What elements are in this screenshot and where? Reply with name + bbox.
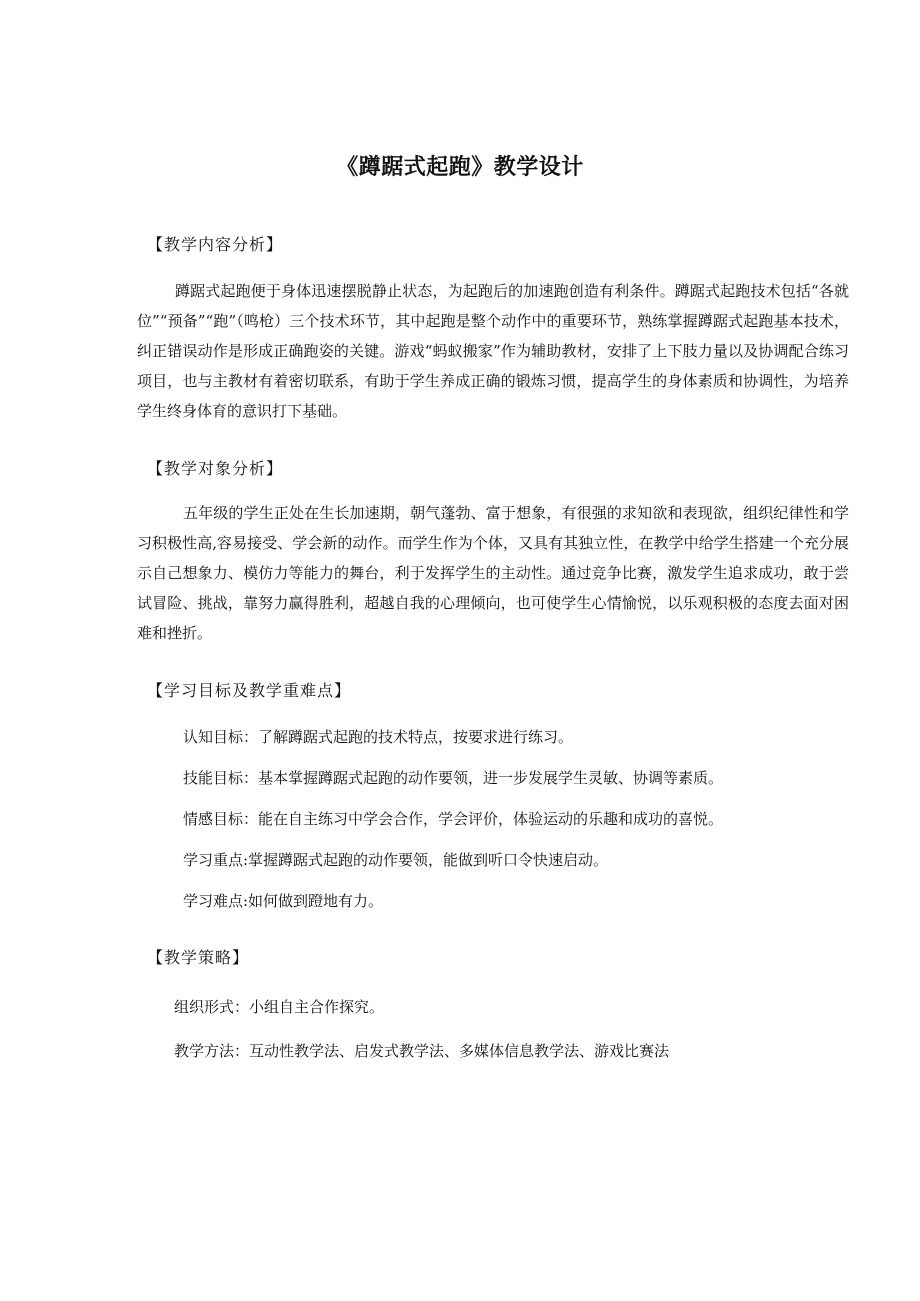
goal-item-key-point: 学习重点:掌握蹲踞式起跑的动作要领，能做到听口令快速启动。 xyxy=(183,851,609,869)
goal-item-difficulty: 学习难点:如何做到蹬地有力。 xyxy=(183,892,384,910)
paragraph-content-analysis: 蹲踞式起跑便于身体迅速摆脱静止状态，为起跑后的加速跑创造有利条件。蹲踞式起跑技术包括“各就位”“预备”“跑”（鸣枪）三个技术环节，其中起跑是整个动作中的重要环节，熟练掌握蹲踞式起跑基本技术，纠正错误动作是形成正确跑姿的关键。游戏“蚂蚁搬家”作为辅助教材，安排了上下肢力量以及协调配合练习项目，也与主教材有着密切联系，有助于学生养成正确的锻炼习惯，提高学生的身体素质和协调性，为培养学生终身体育的意识打下基础。 xyxy=(137,282,849,420)
goal-item-cognitive: 认知目标：了解蹲踞式起跑的技术特点，按要求进行练习。 xyxy=(183,728,574,746)
strategy-item-organization: 组织形式：小组自主合作探究。 xyxy=(174,998,385,1016)
heading-content-analysis: 【教学内容分析】 xyxy=(147,235,284,254)
strategy-item-methods: 教学方法：互动性教学法、启发式教学法、多媒体信息教学法、游戏比赛法 xyxy=(174,1042,670,1060)
goal-item-skill: 技能目标：基本掌握蹲踞式起跑的动作要领，进一步发展学生灵敏、协调等素质。 xyxy=(183,769,724,787)
heading-teaching-strategy: 【教学策略】 xyxy=(147,948,250,967)
heading-learning-goals: 【学习目标及教学重难点】 xyxy=(147,681,352,700)
goal-item-affective: 情感目标：能在自主练习中学会合作，学会评价，体验运动的乐趣和成功的喜悦。 xyxy=(183,810,724,828)
heading-audience-analysis: 【教学对象分析】 xyxy=(147,459,284,478)
document-title: 《蹲踞式起跑》教学设计 xyxy=(336,155,584,180)
paragraph-audience-analysis: 五年级的学生正处在生长加速期，朝气蓬勃、富于想象，有很强的求知欲和表现欲，组织纪律性和学习积极性高,容易接受、学会新的动作。而学生作为个体，又具有其独立性，在教学中给学生搭建一个充分展示自己想象力、模仿力等能力的舞台，利于发挥学生的主动性。通过竞争比赛，激发学生追求成功，敢于尝试冒险、挑战，靠努力赢得胜利，超越自我的心理倾向，也可使学生心情愉悦，以乐观积极的态度去面对困难和挫折。 xyxy=(137,504,849,642)
